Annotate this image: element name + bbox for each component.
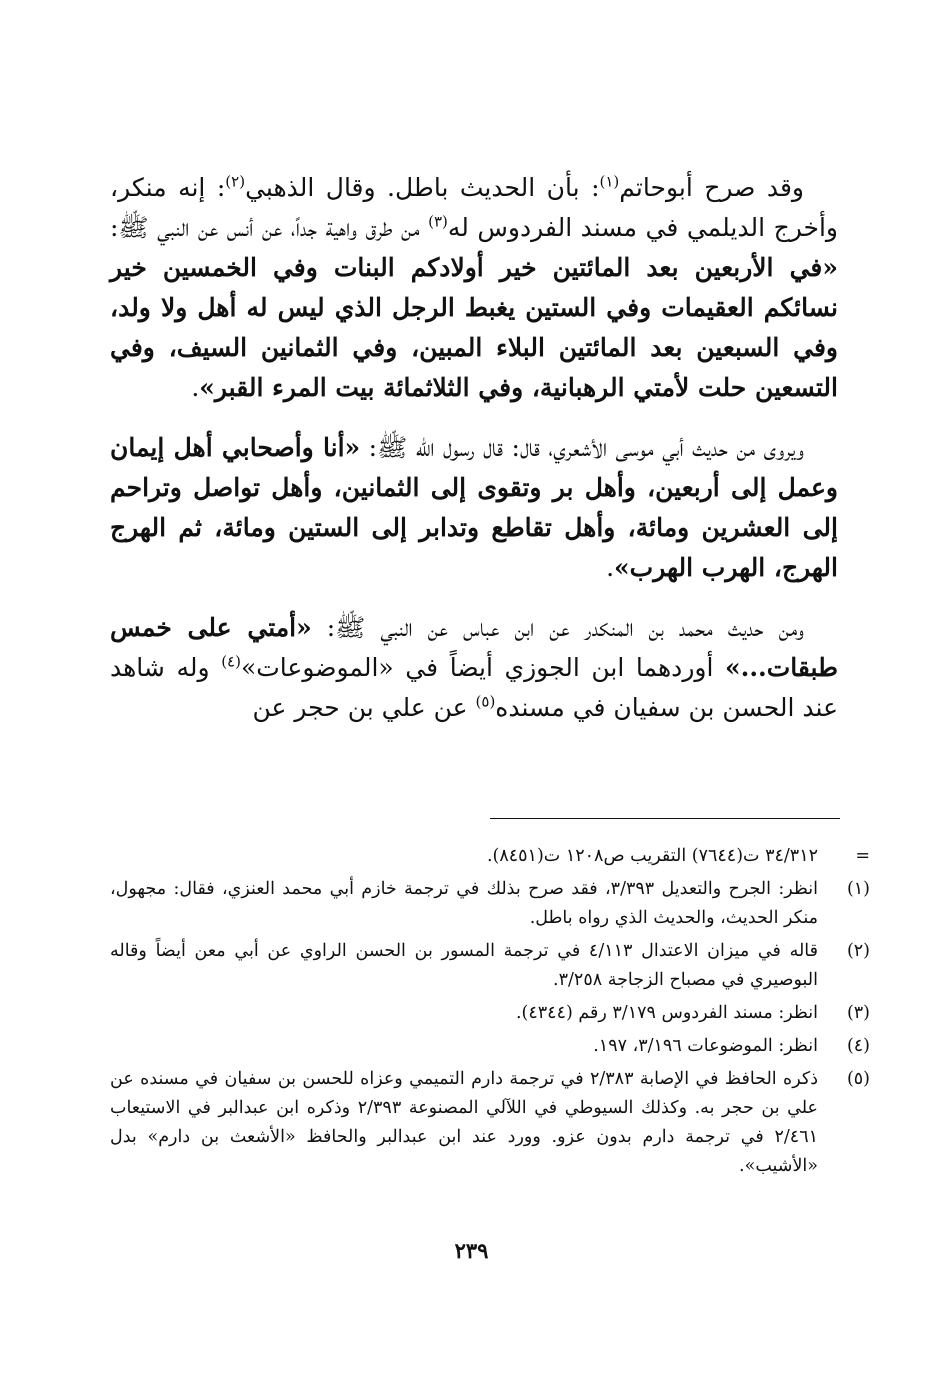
body-paragraph [110, 168, 838, 408]
footnote-text: ٣٤/٣١٢ ت(٧٦٤٤) التقريب ص١٢٠٨ ت(٨٤٥١). [486, 846, 818, 866]
text-run: . [606, 553, 615, 582]
text-run: من طرق واهية جداً، عن أنس عن النبي ﷺ: [110, 213, 429, 242]
footnote [110, 1032, 870, 1061]
footnote [110, 1065, 870, 1181]
footnote-text: انظر: مسند الفردوس ٣/١٧٩ رقم (٤٣٤٤). [515, 1003, 818, 1023]
text-run: ومن حديث محمد بن المنكدر عن ابن عباس عن النبي ﷺ: [311, 613, 804, 642]
footnote-text: انظر: الموضوعات ٣/١٩٦، ١٩٧. [593, 1036, 818, 1056]
footnote-text: ذكره الحافظ في الإصابة ٢/٣٨٣ في ترجمة دارم التميمي وعزاه للحسن بن سفيان في مسنده عن علي بن حجر به. وكذلك السيوطي في اللآلي المصنوعة ٢/٣٩٣ وذكره ابن عبدالبر في الاستيعاب ٢/٤٦١ في ترجمة دارم بدون عزو. وورد عند ابن عبدالبر والحافظ «الأشعث بن دارم» بدل «الأشيب». [110, 1069, 818, 1176]
footnote-number: (٢) [846, 941, 870, 961]
footnote-text: قاله في ميزان الاعتدال ٤/١١٣ في ترجمة المسور بن الحسن الراوي عن أبي معن أيضاً وقاله البوصيري في مصباح الزجاجة ٣/٢٥٨. [110, 941, 819, 990]
footnotes-section [110, 842, 870, 1185]
text-run: أوردهما ابن الجوزي أيضاً في «الموضوعات» [240, 653, 726, 682]
page-number: ٢٣٩ [454, 1238, 489, 1263]
footnote [110, 842, 870, 871]
footnote [110, 937, 870, 995]
footnote-number: = [855, 846, 870, 866]
footnote-number: (٣) [846, 1003, 870, 1023]
hadith-quote: «أنا وأصحابي أهل إيمان وعمل إلى أربعين، وأهل بر وتقوى إلى الثمانين، وأهل تواصل وتراحم إلى العشرين ومائة، وأهل تقاطع وتدابر إلى الستين ومائة، ثم الهرج الهرج، الهرب الهرب» [110, 433, 838, 582]
footnote-reference: (٢) [225, 172, 246, 191]
text-run: : إنه منكر، وأخرج الديلمي في مسند الفردوس له [110, 173, 838, 242]
footnote-reference: (٣) [428, 212, 448, 231]
footnote-number: (١) [846, 879, 870, 899]
footnote-separator-line [490, 818, 840, 819]
footnote-number: (٤) [846, 1036, 870, 1056]
text-run: . [191, 373, 200, 402]
footnote-text: انظر: الجرح والتعديل ٣/٣٩٣، فقد صرح بذلك في ترجمة خازم أبي محمد العنزي، فقال: مجهول، منكر الحديث، والحديث الذي رواه باطل. [110, 879, 819, 928]
footnote-reference: (٥) [475, 692, 496, 711]
body-paragraph [110, 428, 838, 588]
footnote-reference: (١) [599, 172, 620, 191]
footnote [110, 999, 870, 1028]
text-run: وله شاهد عند الحسن بن سفيان في مسنده [110, 653, 838, 722]
body-paragraph [110, 608, 838, 728]
text-run: وقد صرح أبوحاتم [619, 173, 805, 202]
text-run: : بأن الحديث باطل. وقال الذهبي [245, 173, 600, 202]
footnote-reference: (٤) [221, 652, 241, 671]
main-body-text [110, 168, 838, 748]
hadith-quote: «أمتي على خمس طبقات...» [110, 613, 838, 682]
hadith-quote: «في الأربعين بعد المائتين خير أولادكم البنات وفي الخمسين خير نسائكم العقيمات وفي الستين يغبط الرجل الذي ليس له أهل ولا ولد، وفي السبعين بعد المائتين البلاء المبين، وفي الثمانين السيف، وفي التسعين حلت لأمتي الرهبانية، وفي الثلاثمائة بيت المرء القبر» [110, 253, 838, 402]
footnote-number: (٥) [846, 1069, 870, 1089]
footnote [110, 875, 870, 933]
text-run: ويروى من حديث أبي موسى الأشعري، قال: قال رسول الله ﷺ: [360, 433, 804, 462]
text-run: عن علي بن حجر عن [252, 693, 476, 722]
